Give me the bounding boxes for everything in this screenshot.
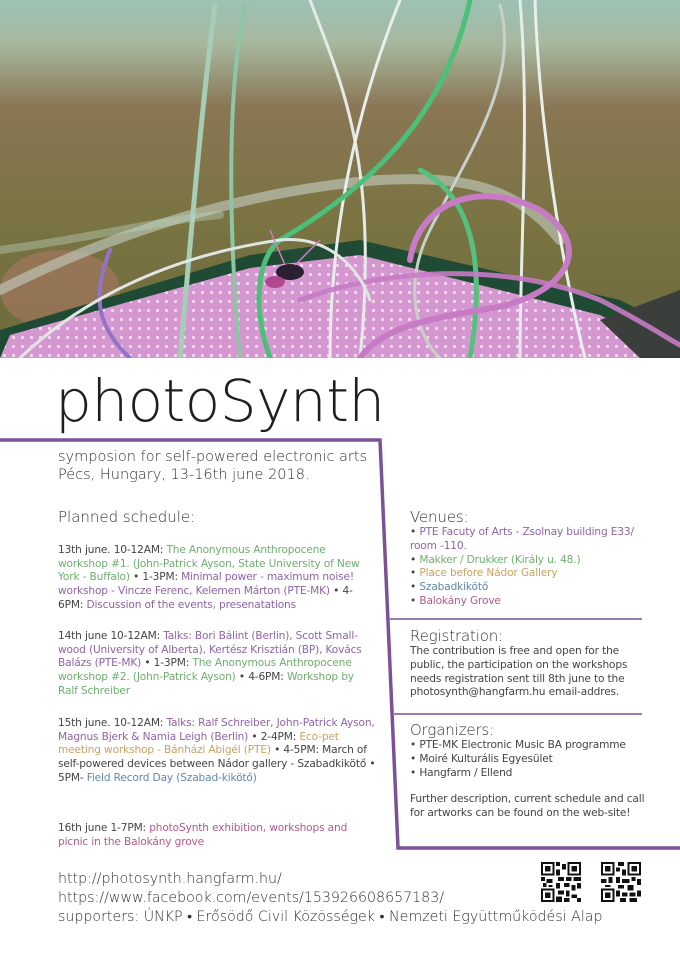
bullet-icon: • [410, 739, 420, 751]
venue-item [410, 554, 650, 568]
subtitle-line-2: Pécs, Hungary, 13-16th june 2018. [58, 467, 310, 483]
section-divider [389, 618, 642, 620]
venue-label: PTE Facuty of Arts - Zsolnay building E33/ room -110. [410, 526, 634, 552]
event-item: Minimal power - maximum noise! workshop - Vincze Ferenc, Kelemen Márton (PTE-MK) [58, 571, 354, 598]
bullet-icon: • [410, 567, 420, 580]
bullet-icon: • [410, 581, 420, 594]
event-item: Field Record Day (Szabad-kikötő) [86, 771, 257, 784]
hero-photo [0, 0, 680, 358]
schedule-day-13 [58, 544, 376, 613]
facebook-link[interactable]: https://www.facebook.com/events/153926608657183/ [58, 890, 445, 906]
schedule-day-15 [58, 717, 376, 786]
venues-section [410, 509, 650, 609]
subtitle-line-1: symposion for self-powered electronic arts [58, 449, 368, 465]
footer [58, 870, 602, 927]
venue-label: Balokány Grove [419, 594, 501, 607]
registration-section [410, 628, 650, 700]
time-label: • 4-5PM: March of self-powered devices between Nádor gallery - Szabadkikötő • 5PM- [58, 744, 376, 784]
section-divider [393, 713, 642, 715]
time-label: • 1-3PM: [129, 571, 182, 584]
organizers-heading: Organizers: [410, 721, 495, 739]
schedule-day-14 [58, 630, 376, 699]
schedule-day-16 [58, 822, 376, 849]
organizer-item [410, 739, 650, 753]
venue-label: Makker / Drukker (Király u. 48.) [419, 553, 581, 566]
event-item: photoSynth exhibition, workshops and picnic in the Balokány grove [58, 822, 348, 848]
organizer-item [410, 753, 650, 767]
organizer-label: PTE-MK Electronic Music BA programme [419, 739, 626, 751]
schedule-heading: Planned schedule: [58, 508, 196, 526]
bullet-icon: • [410, 752, 420, 765]
bullet-icon: • [410, 553, 420, 566]
venue-item [410, 595, 650, 609]
registration-heading: Registration: [410, 627, 504, 645]
time-label: 13th june. 10-12AM: [58, 544, 167, 556]
event-item: Talks: Ralf Schreiber, John-Patrick Ayson, Magnus Bjerk & Namia Leigh (Berlin) [58, 717, 375, 743]
time-label: • 4-6PM: [235, 671, 287, 684]
qr-code-website-icon[interactable] [541, 862, 581, 902]
time-label: 15th june. 10-12AM: [58, 717, 167, 729]
time-label: • 4-6PM: [58, 585, 353, 611]
venue-item [410, 526, 650, 554]
qr-code-facebook-icon[interactable] [601, 862, 641, 902]
wires-board-illustration [0, 0, 680, 358]
event-item: The Anonymous Anthropocene workshop #2. (John-Patrick Ayson) [58, 657, 352, 684]
time-label: • 2-4PM: [248, 730, 300, 743]
organizer-label: Hangfarm / Ellend [419, 766, 513, 779]
event-subtitle [58, 448, 367, 484]
venue-item [410, 581, 650, 595]
organizer-label: Moiré Kulturális Egyesület [419, 752, 553, 765]
event-item: Eco-pet meeting workshop - Bánházi Abigél (PTE) [58, 730, 339, 757]
venue-label: Place before Nádor Gallery [419, 567, 558, 580]
time-label: 14th june 10-12AM: [58, 630, 164, 642]
event-item: Talks: Bori Bálint (Berlin), Scott Small-wood (University of Alberta), Kertész Krisztián (BP), Kovács Balázs (PTE-MK) [58, 630, 362, 670]
event-item: Workshop by Ralf Schreiber [58, 671, 354, 697]
time-label: 16th june 1-7PM: [58, 822, 150, 834]
venue-label: Szabadkikötő [419, 581, 489, 594]
time-label: • 1-3PM: [141, 657, 193, 670]
bullet-icon: • [410, 526, 420, 538]
event-item: Discussion of the events, presenatations [86, 598, 296, 611]
venues-heading: Venues: [410, 508, 469, 526]
event-item: The Anonymous Anthropocene workshop #1. (John-Patrick Ayson, State University of New York - Buffalo) [58, 544, 360, 584]
venue-item [410, 567, 650, 581]
bullet-icon: • [410, 594, 420, 607]
organizer-item [410, 767, 650, 781]
registration-text: The contribution is free and open for the public, the participation on the workshops needs registration sent till 8th june to the photosynth@hangfarm.hu email-addres. [410, 645, 628, 699]
bullet-icon: • [410, 766, 420, 779]
supporters-text: supporters: ÚNKP • Erősödő Civil Közösségek • Nemzeti Együttműködési Alap [58, 909, 603, 925]
further-info-note: Further description, current schedule and call for artworks can be found on the web-site! [410, 793, 645, 820]
event-title: photoSynth [55, 367, 385, 435]
organizers-section [410, 722, 650, 821]
website-link[interactable]: http://photosynth.hangfarm.hu/ [58, 871, 282, 887]
